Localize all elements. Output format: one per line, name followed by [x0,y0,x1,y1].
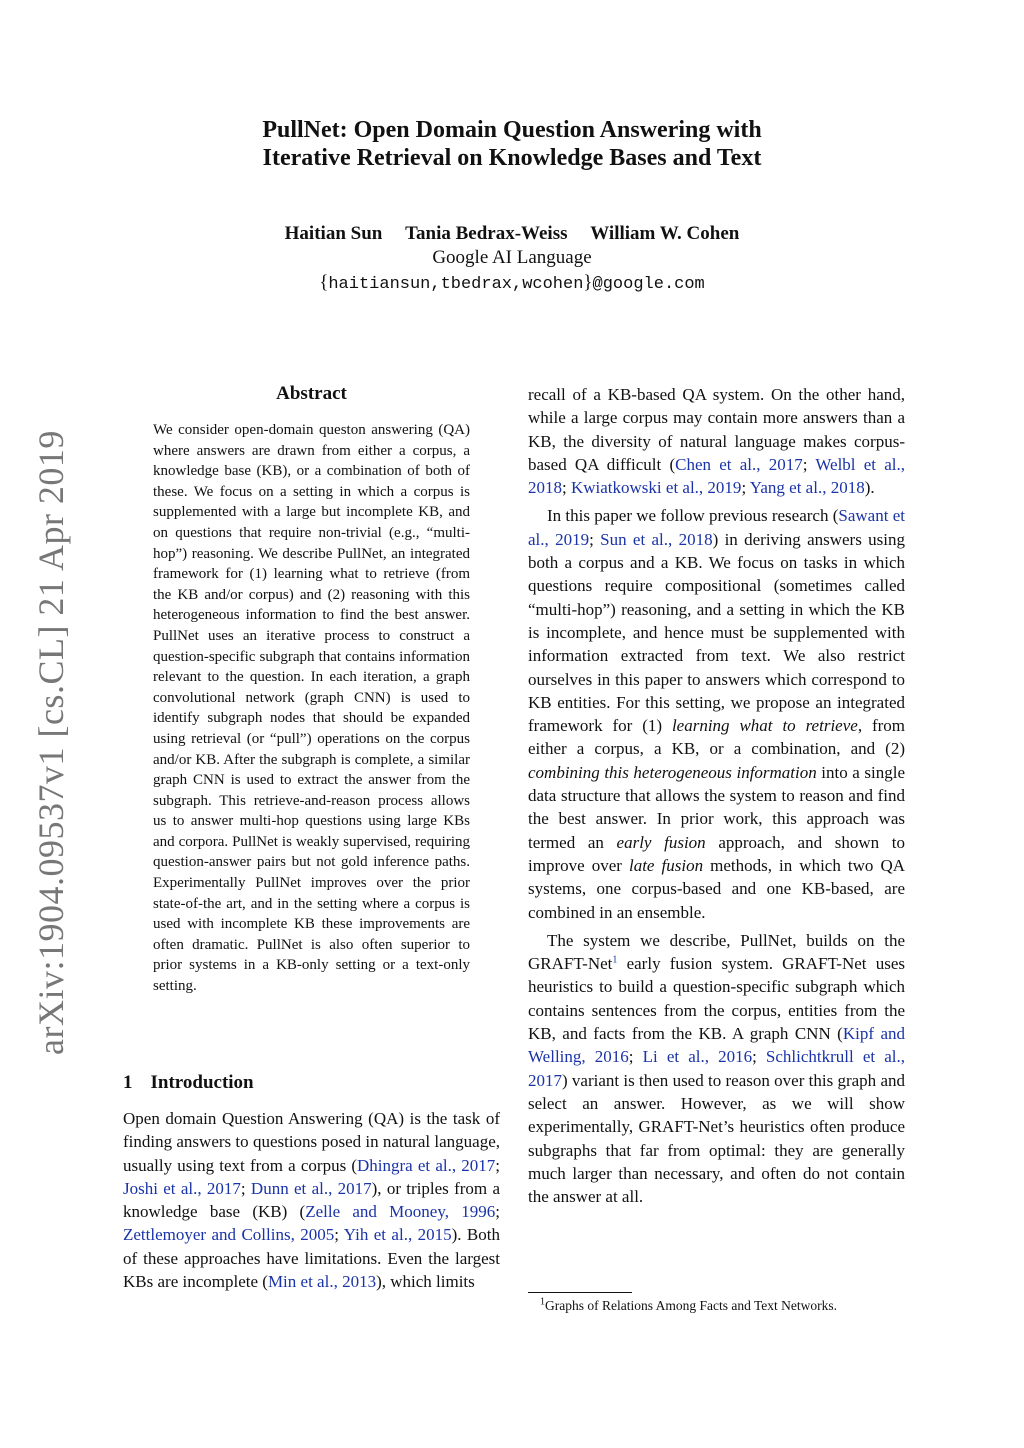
text-run: ; [589,529,601,549]
text-run: ; [628,1047,643,1067]
author-name: William W. Cohen [590,223,740,244]
footnote-marker[interactable]: 1 [612,954,618,966]
text-run: recall of a KB-based QA system. On the other hand, while a large corpus may contain more answers than a KB, the diversity of natural language makes corpus-based QA difficult ( [528,385,905,474]
email-brace-open: { [319,272,329,293]
citation-link[interactable]: Dhingra et al., 2017 [357,1155,496,1175]
citation-link[interactable]: Joshi et al., 2017 [123,1178,241,1198]
author-emails [0,270,1024,298]
text-run: ) in deriving answers using both a corpus and a KB. We focus on tasks in which questions require compositional (sometimes called “multi-hop”) reasoning, and a setting in which the KB is incomplete, and hence must be supplemented with information extracted from text. We also restrict ourselves in this paper to answers which correspond to KB entities. For this setting, we propose an integrated framework for (1) [528,529,905,736]
citation-link[interactable]: Chen et al., 2017 [675,454,803,474]
emphasis-text: early fusion [616,832,706,852]
citation-link[interactable]: Schlichtkrull et al., 2017 [528,1047,905,1090]
citation-link[interactable]: Zelle and Mooney, 1996 [305,1202,496,1222]
text-run: ; [752,1047,766,1067]
citation-link[interactable]: Kwiatkowski et al., 2019 [570,478,742,498]
text-run: ). [864,478,875,498]
citation-link[interactable]: Kipf and Welling, 2016 [528,1024,905,1067]
left-column-body [123,1107,500,1293]
text-run: ), or triples from a knowledge base (KB) ( [123,1178,500,1222]
intro-paragraph-1 [123,1107,500,1293]
arxiv-stamp: arXiv:1904.09537v1 [cs.CL] 21 Apr 2019 [31,430,71,1055]
text-run: ; [240,1178,251,1198]
text-run: In this paper we follow previous research ( [547,506,839,526]
email-names: haitiansun,tbedrax,wcohen [328,275,584,294]
citation-link[interactable]: Sun et al., 2018 [600,529,713,549]
text-run: ; [802,454,816,474]
footnote-number: 1 [540,1296,545,1308]
text-run: ), which limits [376,1272,475,1292]
text-run: ; [741,478,750,498]
text-run: ; [562,478,571,498]
footnote-text: Graphs of Relations Among Facts and Text Networks. [545,1298,838,1313]
text-run: Open domain Question Answering (QA) is the task of finding answers to questions posed in natural language, usually using text from a corpus ( [123,1109,500,1175]
abstract-body [153,420,470,997]
paper-title [0,116,1024,172]
title-line-2: Iterative Retrieval on Knowledge Bases and Text [262,145,762,171]
email-domain: @google.com [592,275,705,294]
text-run: approach, and shown to improve over [528,832,905,875]
citation-link[interactable]: Li et al., 2016 [642,1047,753,1067]
text-run: ; [495,1155,500,1175]
abstract-text: We consider open-domain queston answering (QA) where answers are drawn from either a corpus, a knowledge base (KB), or a combination of both of these. We focus on a setting in which a corpus is supplemented with a large but incomplete KB, and on questions that require non-trivial (e.g., “multi-hop”) reasoning. We describe PullNet, an integrated framework for (1) learning what to retrieve (from the KB and/or corpus) and (2) reasoning with this heterogeneous information to find the best answer. PullNet uses an iterative process to construct a question-specific subgraph that contains information relevant to the question. In each iteration, a graph convolutional network (graph CNN) is used to identify subgraph nodes that should be expanded using retrieval (or “pull”) operations on the corpus and/or KB. After the subgraph is complete, a similar graph CNN is used to extract the answer from the subgraph. This retrieve-and-reason process allows us to answer multi-hop questions using large KBs and corpora. PullNet is weakly supervised, requiring question-answer pairs but not gold inference paths. Experimentally PullNet improves over the prior state-of-the art, and in the setting where a corpus is used with incomplete KB these improvements are often dramatic. PullNet is also often superior to prior systems in a KB-only setting or a text-only setting. [153,422,470,995]
text-run: early fusion system. GRAFT-Net uses heuristics to build a question-specific subgraph which contains sentences from the corpus, entities from the KB, and facts from the KB. A graph CNN ( [528,954,905,1044]
text-run: The system we describe, PullNet, builds on the GRAFT-Net [528,930,905,974]
footnote [540,1297,837,1315]
email-brace-close: } [583,272,593,293]
author-name: Haitian Sun [284,223,383,244]
citation-link[interactable]: Dunn et al., 2017 [250,1178,372,1198]
emphasis-text: late fusion [628,855,704,875]
citation-link[interactable]: Zettlemoyer and Collins, 2005 [123,1225,335,1245]
section-heading-introduction [123,1072,254,1094]
footnote-divider [528,1292,632,1293]
abstract-heading: Abstract [276,383,347,404]
citation-link[interactable]: Welbl et al., 2018 [528,454,906,498]
title-line-1: PullNet: Open Domain Question Answering with [262,117,762,143]
section-number: 1 [123,1072,133,1093]
text-run: ; [495,1202,500,1222]
text-run: ). Both of these approaches have limitations. Even the largest KBs are incomplete ( [123,1225,500,1292]
author-name: Tania Bedrax-Weiss [405,223,568,244]
section-title: Introduction [150,1072,254,1093]
right-column-body [528,383,905,1208]
intro-paragraph-2 [528,383,905,499]
author-list [0,222,1024,246]
citation-link[interactable]: Min et al., 2013 [267,1272,377,1292]
intro-paragraph-4 [528,929,905,1209]
intro-paragraph-3 [528,504,905,923]
affiliation: Google AI Language [432,247,592,268]
emphasis-text: combining this heterogeneous information [528,762,817,782]
text-run: , from either a corpus, a KB, or a combination, and (2) [528,716,906,759]
citation-link[interactable]: Yang et al., 2018 [749,478,865,498]
text-run: ) variant is then used to reason over this graph and select an answer. However, as we will show experimentally, GRAFT-Net’s heuristics often produce subgraphs that far from optimal: they are generally much larger than necessary, and often do not contain the answer at all. [528,1070,905,1207]
text-run: into a single data structure that allows the system to reason and find the best answer. In prior work, this approach was termed an [528,762,905,852]
text-run: methods, in which two QA systems, one corpus-based and one KB-based, are combined in an ensemble. [528,855,906,922]
citation-link[interactable]: Yih et al., 2015 [343,1225,452,1245]
citation-link[interactable]: Sawant et al., 2019 [528,506,905,549]
emphasis-text: learning what to retrieve [671,716,858,736]
text-run: ; [334,1225,344,1245]
